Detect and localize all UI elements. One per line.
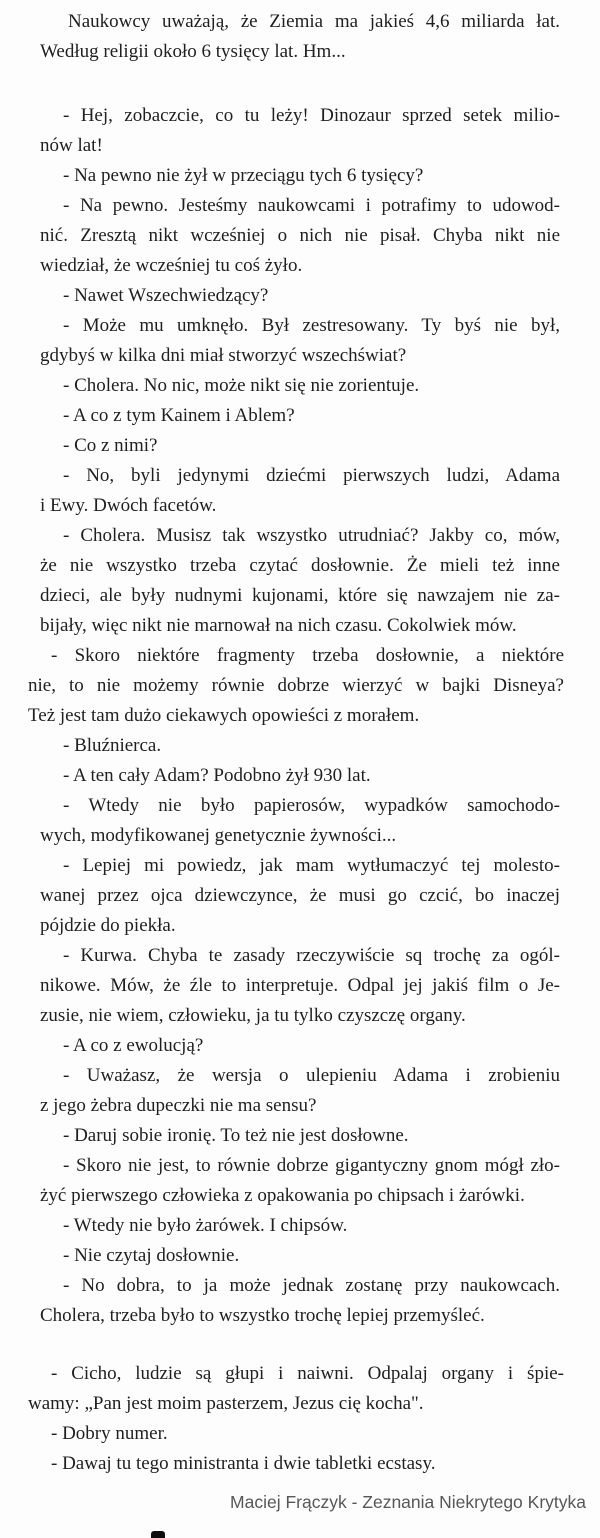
text-line: - Hej, zobaczcie, co tu leży! Dinozaur sprzed setek milio- [63, 105, 560, 126]
text-line: Według religii około 6 tysięcy lat. Hm... [40, 41, 346, 62]
text-line: - Wtedy nie było papierosów, wypadków samochodo- [63, 795, 560, 816]
paragraph [40, 461, 560, 521]
text-line: bijały, więc nikt nie marnował na nich czasu. Cokolwiek mów. [40, 615, 517, 636]
paragraph [40, 521, 560, 641]
text-line: wiedział, że wcześniej tu coś żyło. [40, 255, 303, 276]
text-line: wych, modyfikowanej genetycznie żywności... [40, 825, 397, 846]
text-line: dzieci, ale były nudnymi kujonami, które się nawzajem nie za- [40, 585, 560, 606]
text-line: Naukowcy uważają, że Ziemia ma jakieś 4,6 miliarda łat. [68, 11, 560, 32]
paragraph [28, 641, 564, 731]
paragraph [40, 1031, 560, 1061]
text-line: - Bluźnierca. [63, 735, 162, 756]
paragraph [40, 371, 560, 401]
text-line: zusie, nie wiem, człowieku, ja tu tylko czyszczę organy. [40, 1005, 466, 1026]
paragraph [28, 1359, 564, 1419]
text-line: - Wtedy nie było żarówek. I chipsów. [63, 1215, 348, 1236]
text-line: z jego żebra dupeczki nie ma sensu? [40, 1095, 317, 1116]
text-line: wamy: „Pan jest moim pasterzem, Jezus cię kocha". [28, 1393, 424, 1414]
paragraph [40, 281, 560, 311]
text-line: - Kurwa. Chyba te zasady rzeczywiście sq trochę za ogól- [63, 945, 560, 966]
attribution-text: Maciej Frączyk - Zeznania Niekrytego Krytyka [230, 1492, 586, 1512]
paragraph [40, 1151, 560, 1211]
text-line: - No dobra, to ja może jednak zostanę przy naukowcach. [63, 1275, 560, 1296]
paragraph [40, 761, 560, 791]
text-line: - Nie czytaj dosłownie. [63, 1245, 240, 1266]
paragraph [40, 731, 560, 761]
text-line: - Na pewno nie żył w przeciągu tych 6 tysięcy? [63, 165, 424, 186]
text-line: - Cicho, ludzie są głupi i naiwni. Odpalaj organy i śpie- [51, 1363, 564, 1384]
text-line: - Skoro nie jest, to równie dobrze gigantyczny gnom mógł zło- [63, 1155, 560, 1176]
text-line: nić. Zresztą nikt wcześniej o nich nie pisał. Chyba nikt nie [40, 225, 560, 246]
text-line: Też jest tam dużo ciekawych opowieści z morałem. [28, 705, 420, 726]
text-line: - Lepiej mi powiedz, jak mam wytłumaczyć tej molesto- [63, 855, 560, 876]
attribution-footer [6, 1492, 586, 1513]
text-line: nie, to nie możemy równie dobrze wierzyć w bajki Disneya? [28, 675, 564, 696]
paragraph [40, 1241, 560, 1271]
paragraph [40, 161, 560, 191]
text-line: nów lat! [40, 135, 103, 156]
text-line: - Dawaj tu tego ministranta i dwie tabletki ecstasy. [51, 1453, 436, 1474]
text-line: i Ewy. Dwóch facetów. [40, 495, 217, 516]
text-line: - A co z tym Kainem i Ablem? [63, 405, 295, 426]
text-line: wanej przez ojca dziewczynce, że musi go czcić, bo inaczej [40, 885, 560, 906]
text-line: - A co z ewolucją? [63, 1035, 204, 1056]
text-line: Cholera, trzeba było to wszystko trochę lepiej przemyśleć. [40, 1305, 485, 1326]
paragraph [40, 851, 560, 941]
text-line: że nie wszystko trzeba czytać dosłownie. Że mieli też inne [40, 555, 560, 576]
paragraph [40, 1061, 560, 1121]
paragraph [40, 101, 560, 161]
text-line: - Uważasz, że wersja o ulepieniu Adama i zrobieniu [63, 1065, 560, 1086]
paragraph [40, 791, 560, 851]
paragraph [40, 941, 560, 1031]
text-line: żyć pierwszego człowieka z opakowania po chipsach i żarówki. [40, 1185, 525, 1206]
text-line: - A ten cały Adam? Podobno żył 930 lat. [63, 765, 371, 786]
paragraph [40, 401, 560, 431]
text-line: - Nawet Wszechwiedzący? [63, 285, 269, 306]
paragraph [40, 431, 560, 461]
text-line: gdybyś w kilka dni miał stworzyć wszechświat? [40, 345, 407, 366]
paragraph [40, 191, 560, 281]
cropped-glyph-mark [151, 1531, 165, 1538]
text-line: - Skoro niektóre fragmenty trzeba dosłownie, a niektóre [51, 645, 564, 666]
paragraph [28, 1449, 564, 1479]
paragraph [40, 7, 560, 67]
text-line: - Cholera. Musisz tak wszystko utrudniać? Jakby co, mów, [63, 525, 560, 546]
paragraph [28, 1419, 564, 1449]
text-line: - Daruj sobie ironię. To też nie jest dosłowne. [63, 1125, 409, 1146]
text-line: nikowe. Mów, że źle to interpretuje. Odpal jej jakiś film o Je- [40, 975, 560, 996]
text-line: - Dobry numer. [51, 1423, 168, 1444]
text-line: pójdzie do piekła. [40, 915, 176, 936]
paragraph [40, 1121, 560, 1151]
text-line: - Cholera. No nic, może nikt się nie zorientuje. [63, 375, 420, 396]
text-line: - No, byli jedynymi dziećmi pierwszych ludzi, Adama [63, 465, 560, 486]
text-line: - Na pewno. Jesteśmy naukowcami i potrafimy to udowod- [63, 195, 560, 216]
paragraph [40, 1211, 560, 1241]
text-line: - Może mu umknęło. Był zestresowany. Ty byś nie był, [63, 315, 560, 336]
text-line: - Co z nimi? [63, 435, 158, 456]
paragraph [40, 1271, 560, 1331]
paragraph [40, 311, 560, 371]
